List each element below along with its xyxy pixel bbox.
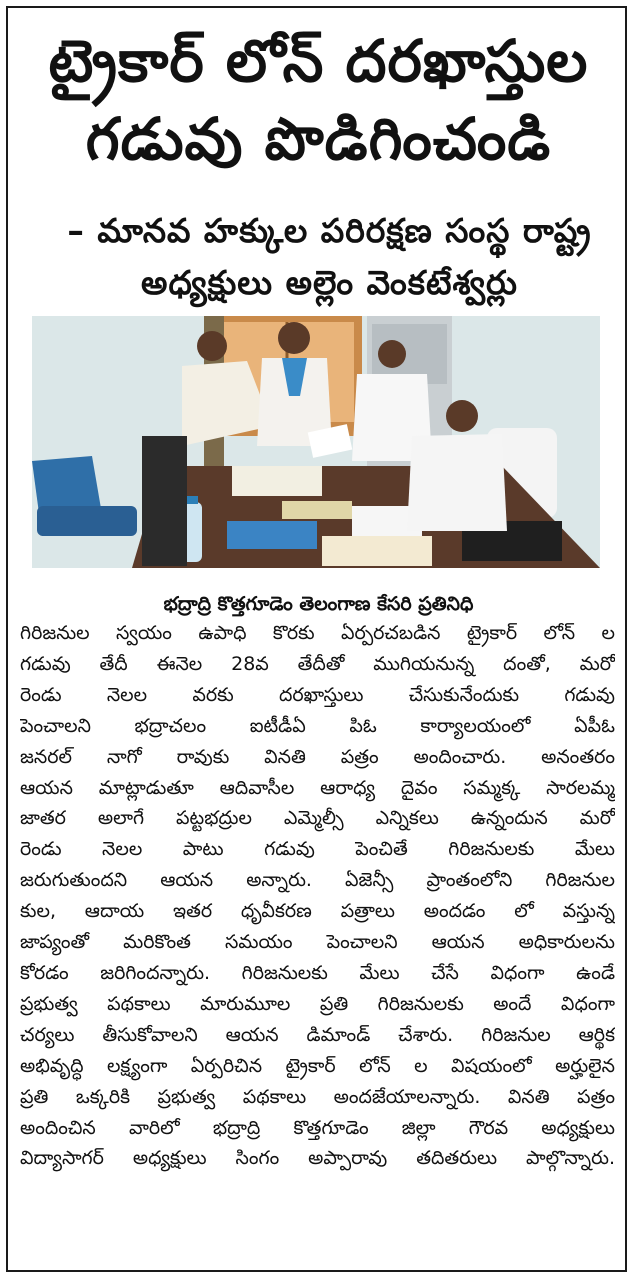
body-line: జరుగుతుందని ఆయన అన్నారు. ఏజెన్సీ ప్రాంతంలోని గిరిజనుల <box>20 869 615 892</box>
office-meeting-photo <box>32 316 600 568</box>
subheadline <box>40 205 619 309</box>
body-line: ప్రతి ఒక్కరికి ప్రభుత్వ పథకాలు అందజేయాలన్నారు. వినతి పత్రం <box>20 1085 615 1108</box>
body-line: ప్రభుత్వ పథకాలు మారుమూల ప్రతి గిరిజనులకు అందే విధంగా <box>20 992 615 1015</box>
news-photo <box>32 316 600 568</box>
body-line: రెండు నెలల పాటు గడువు పెంచితే గిరిజనులకు మేలు <box>20 838 615 861</box>
body-line: పెంచాలని భద్రాచలం ఐటీడీఏ పిఓ కార్యాలయంలో ఏపీఓ <box>20 714 615 737</box>
body-line: జాప్యంతో మరికొంత సమయం పెంచాలని ఆయన అధికారులను <box>20 931 615 954</box>
headline-line-1: ట్రైకార్ లోన్ దరఖాస్తుల <box>48 27 589 95</box>
subhead-line-2: అధ్యక్షులు అల్లెం వెంకటేశ్వర్లు <box>141 263 518 302</box>
body-line: అందించిన వారిలో భద్రాద్రి కొత్తగూడెం జిల్లా గౌరవ అధ్యక్షులు <box>20 1116 615 1139</box>
body-line: కోరడం జరిగిందన్నారు. గిరిజనులకు మేలు చేసే విధంగా ఉండే <box>20 961 615 984</box>
body-line: రెండు నెలల వరకు దరఖాస్తులు చేసుకునేందుకు గడువు <box>20 683 615 706</box>
subhead-line-1: – మానవ హక్కుల పరిరక్షణ సంస్థ రాష్ట్ర <box>67 211 592 250</box>
dateline: భద్రాద్రి కొత్తగూడెం తెలంగాణ కేసరి ప్రతినిధి <box>163 593 474 615</box>
body-line: జాతర అలాగే పట్టభద్రుల ఎమ్మెల్సీ ఎన్నికలు ఉన్నందున మరో <box>20 807 615 830</box>
headline <box>12 22 625 178</box>
body-line: గడువు తేదీ ఈనెల 28వ తేదీతో ముగియనున్న దంతో, మరో <box>20 652 615 675</box>
body-line: విద్యాసాగర్ అధ్యక్షులు సింగం అప్పారావు తదితరులు పాల్గొన్నారు. <box>20 1147 615 1170</box>
body-line: ఆయన మాట్లాడుతూ ఆదివాసీల ఆరాధ్య దైవం సమ్మక్క సారలమ్మ <box>20 776 615 799</box>
body-line: గిరిజనుల స్వయం ఉపాధి కొరకు ఏర్పరచబడిన ట్రైకార్ లోన్ ల <box>20 622 615 644</box>
body-line: చర్యలు తీసుకోవాలని ఆయన డిమాండ్ చేశారు. గిరిజనుల ఆర్థిక <box>20 1023 615 1046</box>
body-line: కుల, ఆదాయ ఇతర ధృవీకరణ పత్రాలు అందడం లో వస్తున్న <box>20 900 615 923</box>
body-line: అభివృద్ధి లక్ష్యంగా ఏర్పరిచిన ట్రైకార్ లోన్ ల విషయంలో అర్హులైన <box>20 1054 615 1077</box>
body-line: జనరల్ నాగో రావుకు వినతి పత్రం అందించారు. అనంతరం <box>20 745 615 768</box>
article-body <box>20 618 615 1174</box>
headline-line-2: గడువు పొడిగించండి <box>85 105 552 173</box>
